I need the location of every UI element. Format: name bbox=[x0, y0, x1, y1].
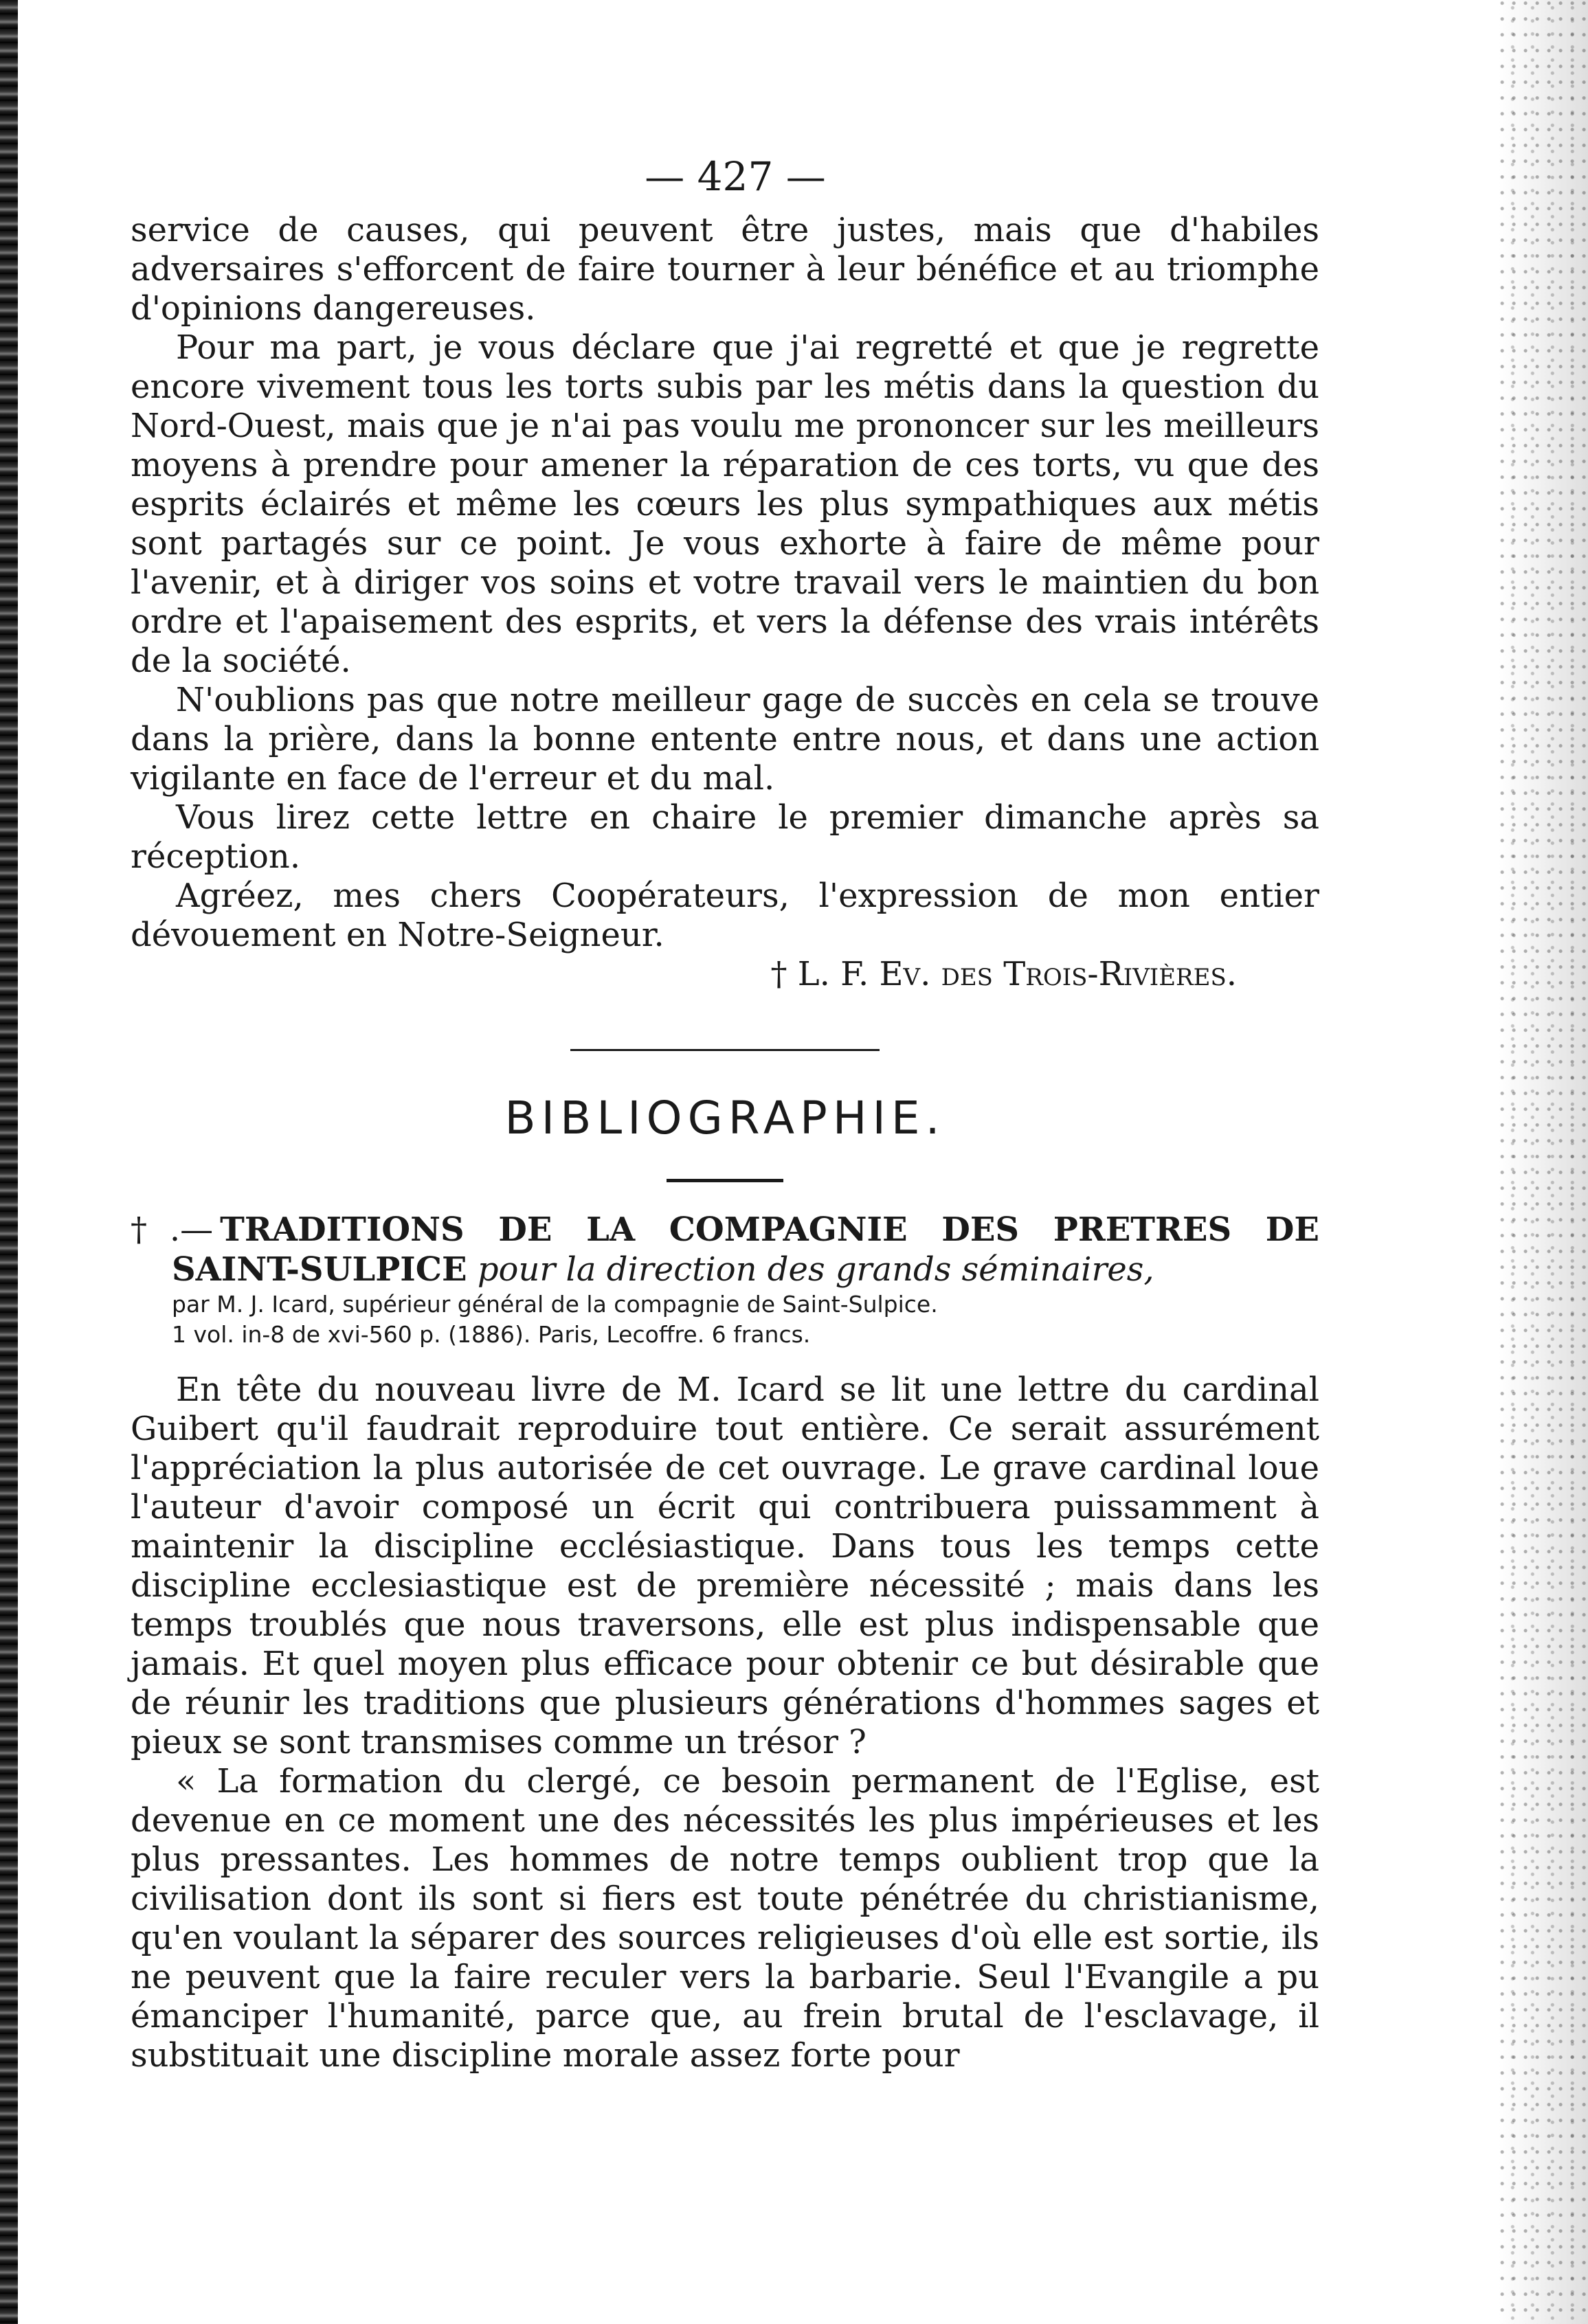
entry-title-line bbox=[131, 1210, 1319, 1250]
title-underline bbox=[667, 1179, 783, 1182]
letter-paragraph: N'oublions pas que notre meilleur gage de succès en cela se trouve dans la prière, dans la bonne entente entre nous, et dans une action vigilante en face de l'erreur et du mal. bbox=[131, 681, 1319, 798]
letter-paragraph: Pour ma part, je vous déclare que j'ai regretté et que je regrette encore vivement tous les torts subis par les métis dans la question du Nord-Ouest, mais que je n'ai pas voulu me prononcer sur les meilleurs moyens à prendre pour amener la réparation de ces torts, vu que des esprits éclairés et même les cœurs les plus sympathiques aux métis sont partagés sur ce point. Je vous exhorte à faire de même pour l'avenir, et à diriger vos soins et votre travail vers le maintien du bon ordre et l'apaisement des esprits, et vers la défense des vrais intérêts de la société. bbox=[131, 328, 1319, 680]
review-paragraph: En tête du nouveau livre de M. Icard se lit une lettre du cardinal Guibert qu'il faudrait reproduire tout entière. Ce serait assurément l'appréciation la plus autorisée de cet ouvrage. Le grave cardinal loue l'auteur d'avoir composé un écrit qui contribuera puissamment à maintenir la discipline ecclésiastique. Dans tous les temps cette discipline ecclesiastique est de première nécessité ; mais dans les temps troublés que nous traversons, elle est plus indispensable que jamais. Et quel moyen plus efficace pour obtenir ce but désirable que de réunir les traditions que plusieurs générations d'hommes sages et pieux se sont transmises comme un trésor ? bbox=[131, 1370, 1319, 1761]
letter-section bbox=[131, 211, 1319, 994]
review-paragraph: « La formation du clergé, ce besoin permanent de l'Eglise, est devenue en ce moment une des nécessités les plus impérieuses et les plus pressantes. Les hommes de notre temps oublient trop que la civilisation dont ils sont si fiers est toute pénétrée du christianisme, qu'en voulant la séparer des sources religieuses d'où elle est sortie, ils ne peuvent que la faire reculer vers la barbarie. Seul l'Evangile a pu émanciper l'humanité, parce que, au frein brutal de l'esclavage, il substituait une discipline morale assez forte pour bbox=[131, 1762, 1319, 2075]
entry-title: TRADITIONS DE LA COMPAGNIE DES PRETRES DE bbox=[220, 1210, 1319, 1249]
letter-paragraph: Agréez, mes chers Coopérateurs, l'expression de mon entier dévouement en Notre-Seigneur. bbox=[131, 877, 1319, 954]
entry-author: par M. J. Icard, supérieur général de la compagnie de Saint-Sulpice. bbox=[172, 1291, 938, 1318]
page-number: — 427 — bbox=[645, 153, 826, 200]
review-section bbox=[131, 1370, 1319, 2075]
scan-left-edge bbox=[0, 0, 18, 2324]
bibliography-entry bbox=[131, 1210, 1319, 1350]
letter-paragraph: Vous lirez cette lettre en chaire le premier dimanche après sa réception. bbox=[131, 798, 1319, 876]
section-title: BIBLIOGRAPHIE. bbox=[504, 1092, 946, 1144]
section-divider bbox=[570, 1049, 880, 1051]
entry-title-continued: SAINT-SULPICE bbox=[172, 1250, 467, 1289]
signature: † L. F. Ev. des Trois-Rivières. bbox=[770, 955, 1237, 993]
page bbox=[131, 148, 1319, 2075]
entry-subtitle-line bbox=[172, 1250, 1319, 1289]
cross-mark: †.— bbox=[131, 1210, 214, 1249]
letter-paragraph: service de causes, qui peuvent être justes, mais que d'habiles adversaires s'efforcent de faire tourner à leur bénéfice et au triomphe d'opinions dangereuses. bbox=[131, 211, 1319, 328]
entry-subtitle: pour la direction des grands séminaires, bbox=[477, 1250, 1154, 1289]
scan-right-edge bbox=[1499, 0, 1588, 2324]
entry-publication: 1 vol. in-8 de xvi-560 p. (1886). Paris, Lecoffre. 6 francs. bbox=[172, 1321, 811, 1348]
